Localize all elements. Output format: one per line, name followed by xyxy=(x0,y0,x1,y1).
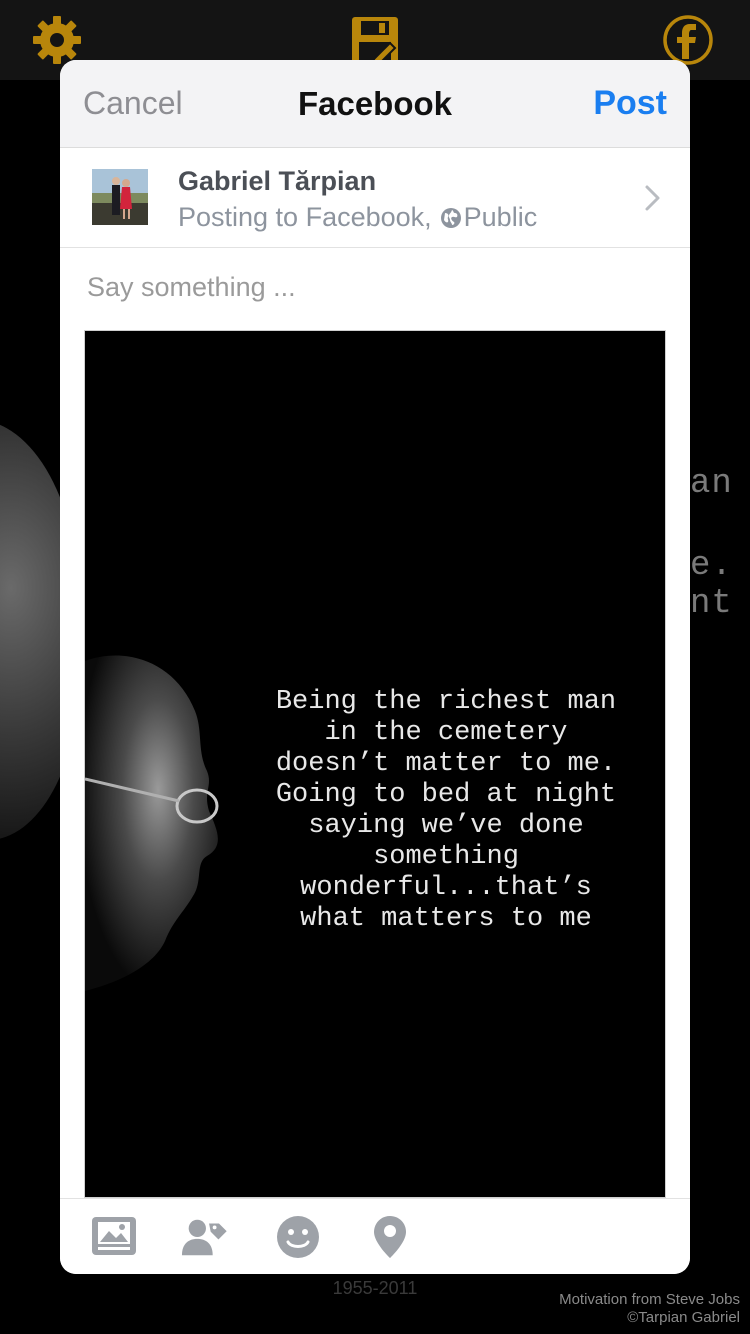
message-input[interactable]: Say something ... xyxy=(87,272,296,302)
sheet-nav-bar xyxy=(60,60,690,148)
facebook-share-sheet xyxy=(60,60,690,1274)
credit-line: ©Tarpian Gabriel xyxy=(627,1309,740,1326)
portrait-image xyxy=(85,651,235,996)
tag-people-icon[interactable] xyxy=(181,1213,229,1261)
audience-label: Public xyxy=(463,202,538,232)
quote-line: saying we’ve done xyxy=(308,811,584,841)
quote-line: doesn’t matter to me. xyxy=(275,749,617,779)
globe-icon xyxy=(440,207,462,229)
chevron-right-icon xyxy=(640,184,664,212)
cancel-button[interactable]: Cancel xyxy=(83,85,183,121)
background-text-fragment: nt xyxy=(690,585,733,623)
location-icon[interactable] xyxy=(366,1213,414,1261)
background-text-fragment: e. xyxy=(690,547,733,585)
composer-toolbar xyxy=(60,1198,690,1274)
quote-line: something xyxy=(373,842,519,872)
quote-text xyxy=(235,687,657,935)
post-button[interactable]: Post xyxy=(593,84,667,122)
account-row[interactable] xyxy=(60,148,690,248)
photo-icon[interactable] xyxy=(90,1213,138,1261)
credit-line: Motivation from Steve Jobs xyxy=(559,1291,740,1308)
years-label: 1955-2011 xyxy=(332,1278,418,1298)
quote-line: Being the richest man xyxy=(275,687,617,717)
avatar xyxy=(92,169,148,225)
destination-label: Posting to Facebook, xyxy=(178,202,432,232)
account-name: Gabriel Tărpian xyxy=(178,166,377,196)
background-text-fragment: an xyxy=(690,465,733,503)
credit-label xyxy=(559,1291,740,1327)
quote-line: in the cemetery xyxy=(324,718,568,748)
quote-line: Going to bed at night xyxy=(275,780,617,810)
feeling-icon[interactable] xyxy=(274,1213,322,1261)
quote-line: what matters to me xyxy=(300,904,592,934)
posting-destination xyxy=(178,202,537,233)
attached-photo xyxy=(84,330,666,1198)
quote-line: wonderful...that’s xyxy=(300,873,592,903)
sheet-title: Facebook xyxy=(297,85,453,122)
